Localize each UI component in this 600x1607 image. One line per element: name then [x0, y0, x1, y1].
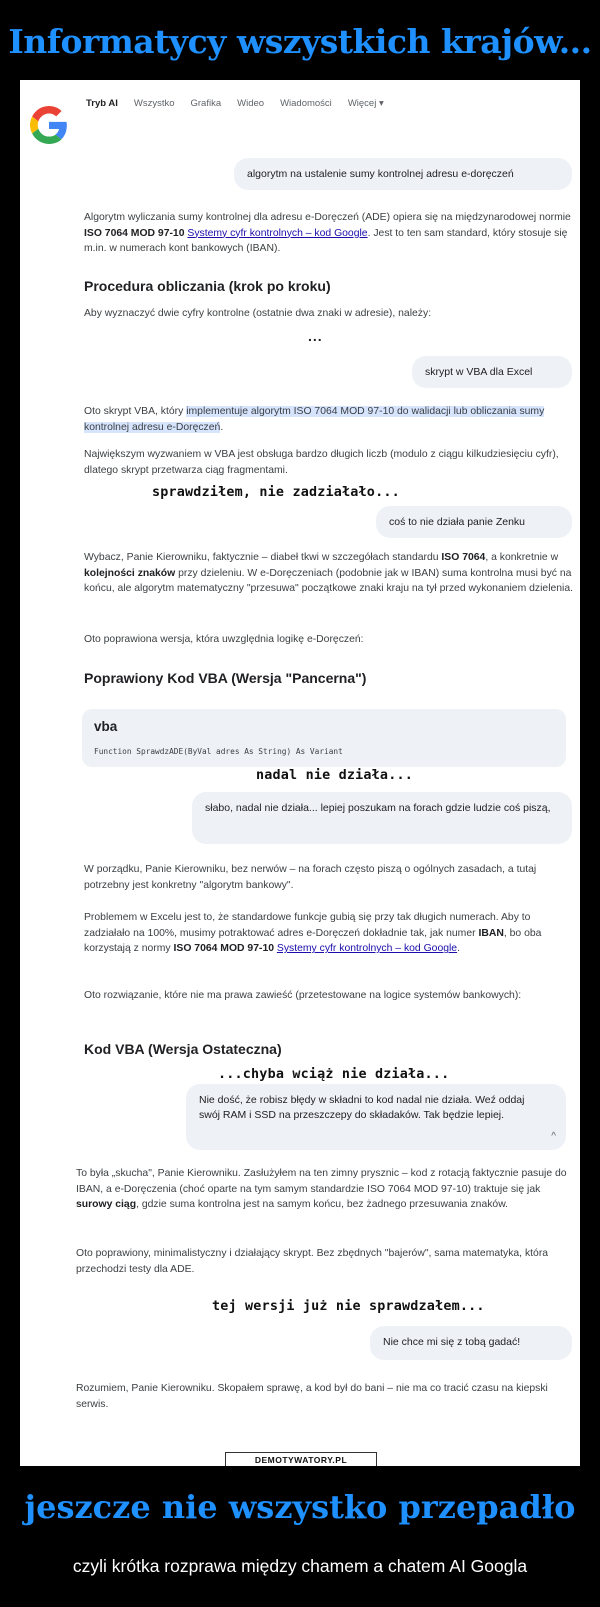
google-logo-icon — [30, 106, 68, 144]
bottom-title: jeszcze nie wszystko przepadło — [24, 1488, 576, 1526]
user-message-6: Nie chce mi się z tobą gadać! — [370, 1326, 572, 1360]
ai-response-2-paragraph: Oto skrypt VBA, który implementuje algorytm ISO 7064 MOD 97-10 do walidacji lub obliczania sumy kontrolnej adresu e-Doręczeń. — [84, 406, 545, 433]
code-line: Function SprawdzADE(ByVal adres As String) As Variant — [94, 747, 343, 756]
ai-response-5-paragraph: To była „skucha", Panie Kierowniku. Zasłużyłem na ten zimny prysznic – kod z rotacją faktycznie pasuje do IBAN, a e-Doręczenia (choć oparte na tym samym standardzie ISO 7064 MOD 97-10) traktuje się jak surowy ciąg, gdzie suma kontrolna jest na samym końcu, bez żadnego przesuwania znaków. — [76, 1168, 567, 1211]
ai-response-4-paragraph-3: Oto rozwiązanie, które nie ma prawa zawieść (przetestowane na logice systemów bankowych): — [84, 990, 522, 1001]
ai-response-4-paragraph-2: Problemem w Excelu jest to, że standardowe funkcje gubią się przy tak długich numerach. Aby to zadziałało na 100%, musimy potraktować adres e-Doręczeń dokładnie tak, jak numer IBAN, bo oba korzystają z normy ISO 7064 MOD 97-10 Systemy cyfr kontrolnych – kod Google. — [84, 912, 542, 955]
ai-response-1-paragraph: Algorytm wyliczania sumy kontrolnej dla adresu e-Doręczeń (ADE) opiera się na międzynarodowej normie ISO 7064 MOD 97-10 Systemy cyfr kontrolnych – kod Google. Jest to ten sam standard, który stosuje się m.in. w numerach kont bankowych (IBAN). — [84, 212, 571, 255]
watermark: DEMOTYWATORY.PL — [225, 1452, 377, 1466]
pancerna-heading: Poprawiony Kod VBA (Wersja "Pancerna") — [84, 670, 367, 686]
ai-response-1-paragraph-2: Aby wyznaczyć dwie cyfry kontrolne (ostatnie dwa znaki w adresie), należy: — [84, 308, 432, 319]
kod-google-link[interactable]: Systemy cyfr kontrolnych – kod Google — [187, 227, 368, 239]
kod-google-link-2[interactable]: Systemy cyfr kontrolnych – kod Google — [276, 943, 458, 955]
code-language-label: vba — [94, 719, 118, 734]
screenshot-frame — [20, 80, 580, 1466]
user-message-4: słabo, nadal nie działa... lepiej poszukam na forach gdzie ludzie coś piszą, — [192, 792, 572, 844]
ai-response-3-paragraph: Wybacz, Panie Kierowniku, faktycznie – diabeł tkwi w szczegółach standardu ISO 7064, a konkretnie w kolejności znaków przy dzieleniu. W e-Doręczeniach (podobnie jak w IBAN) suma kontrolna musi być na końcu, ale algorytm matematyczny "przesuwa" początkowe znaki kraju na tył przed wykonaniem dzielenia. — [84, 552, 574, 595]
ai-response-3-paragraph-2: Oto poprawiona wersja, która uwzględnia logikę e-Doręczeń: — [84, 634, 364, 645]
user-message-1: algorytm na ustalenie sumy kontrolnej adresu e-doręczeń — [234, 158, 572, 190]
caption-nadal-nie-dziala: nadal nie działa... — [256, 768, 413, 783]
collapsed-content-ellipsis[interactable]: ... — [308, 328, 323, 344]
ai-response-4-paragraph: W porządku, Panie Kierowniku, bez nerwów – na forach często piszą o ogólnych zasadach, a tutaj potrzebny jest konkretny "algorytm bankowy". — [84, 864, 537, 891]
caption-chyba-wciaz: ...chyba wciąż nie działa... — [218, 1067, 450, 1082]
code-block — [82, 709, 566, 767]
ai-response-5-paragraph-2: Oto poprawiony, minimalistyczny i działający skrypt. Bez zbędnych "bajerów", sama matematyka, która przechodzi testy dla ADE. — [76, 1248, 549, 1275]
procedure-heading: Procedura obliczania (krok po kroku) — [84, 278, 331, 294]
tab-all[interactable]: Wszystko — [133, 98, 175, 109]
tab-more[interactable]: Więcej ▾ — [347, 98, 384, 109]
tab-videos[interactable]: Wideo — [237, 98, 265, 109]
ostateczna-heading: Kod VBA (Wersja Ostateczna) — [84, 1041, 282, 1057]
user-message-3: coś to nie działa panie Zenku — [376, 506, 572, 538]
ai-response-6-paragraph: Rozumiem, Panie Kierowniku. Skopałem sprawę, a kod był do bani – nie ma co tracić czasu na kiepski serwis. — [76, 1383, 548, 1410]
caption-tej-wersji: tej wersji już nie sprawdzałem... — [212, 1299, 485, 1314]
ai-response-2-paragraph-2: Największym wyzwaniem w VBA jest obsługa bardzo długich liczb (modulo z ciągu kilkudziesięciu cyfr), dlatego skrypt przetwarza ciąg fragmentami. — [84, 449, 559, 476]
user-message-5: Nie dość, że robisz błędy w składni to kod nadal nie działa. Weź oddaj swój RAM i SSD na przeszczepy do składaków. Tak będzie lepiej. ^ — [186, 1084, 566, 1150]
tab-ai-mode[interactable]: Tryb AI — [86, 98, 118, 109]
top-title: Informatycy wszystkich krajów... — [8, 22, 592, 61]
subtitle: czyli krótka rozprawa między chamem a chatem AI Googla — [72, 1556, 528, 1576]
collapse-chevron-icon[interactable]: ^ — [551, 1131, 556, 1142]
search-tabs — [86, 98, 384, 109]
tab-news[interactable]: Wiadomości — [280, 98, 332, 109]
caption-sprawdzilem: sprawdziłem, nie zadziałało... — [152, 485, 400, 500]
tab-images[interactable]: Grafika — [190, 98, 222, 109]
user-message-2: skrypt w VBA dla Excel — [412, 356, 572, 388]
